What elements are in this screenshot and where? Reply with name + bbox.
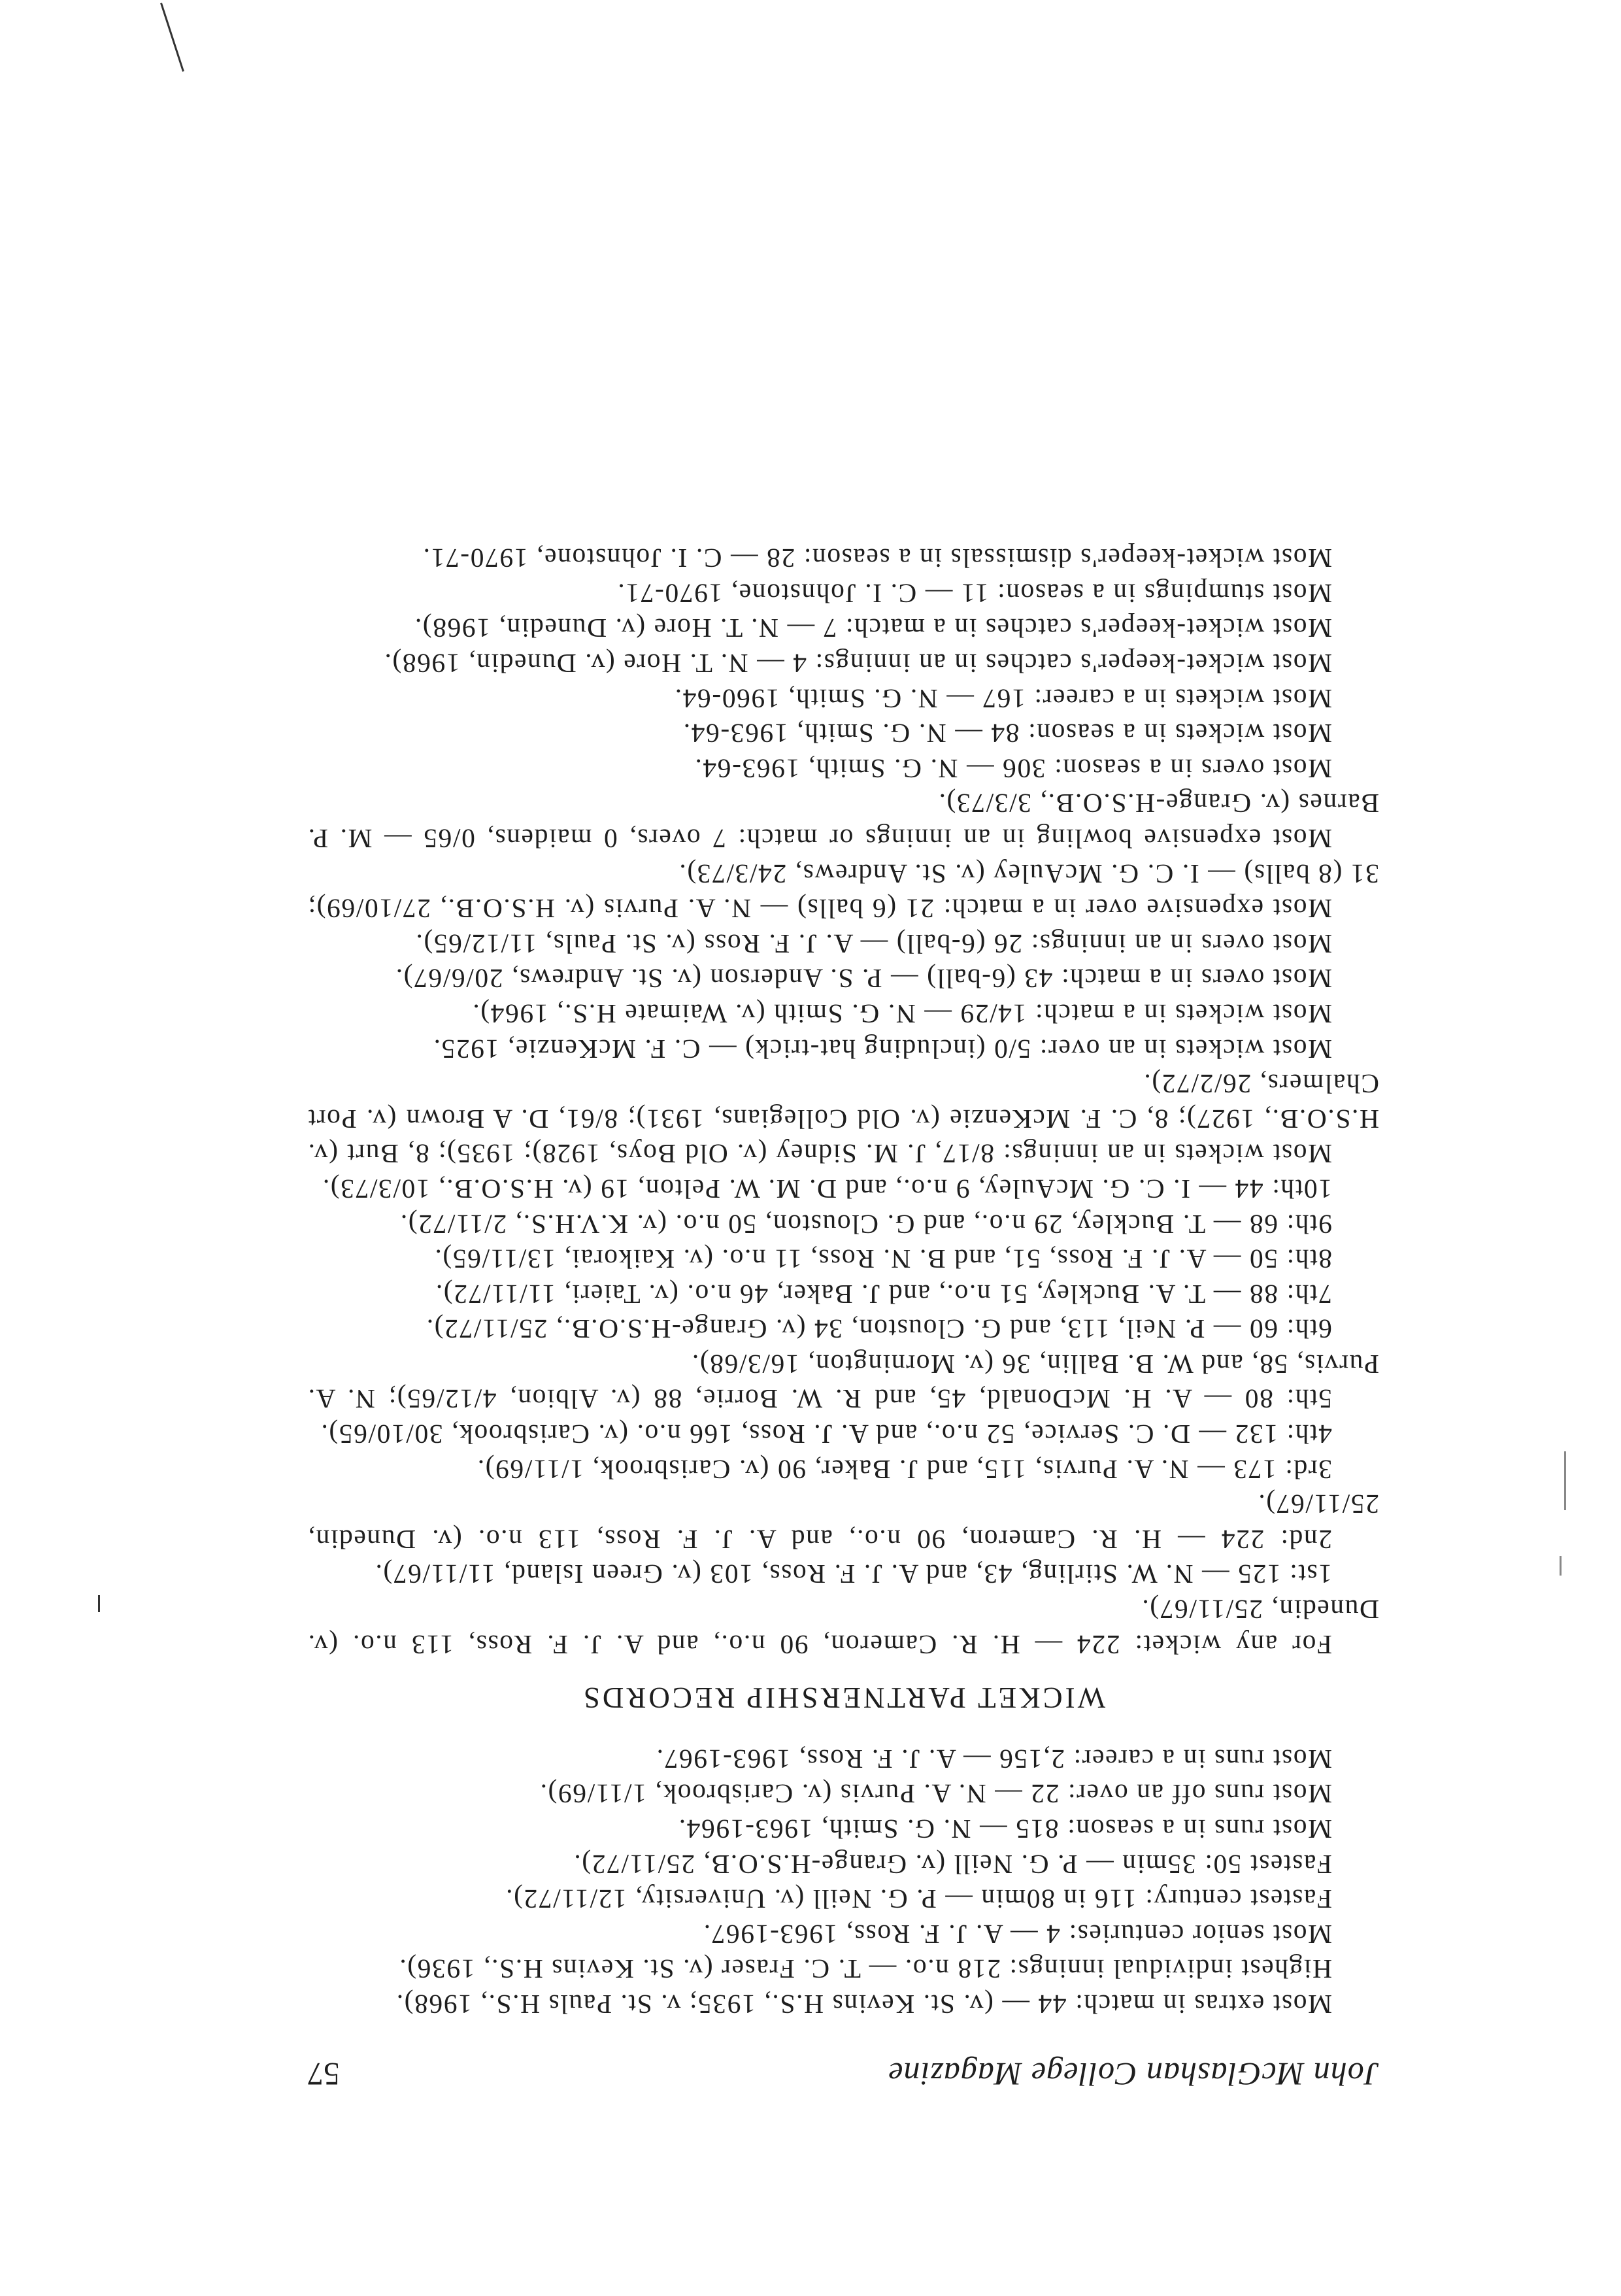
record-stumpings-season: Most stumpings in a season: 11 — C. I. Johnstone, 1970-71.: [616, 578, 1332, 609]
page-header: [307, 2048, 1379, 2100]
record-senior-centuries: Most senior centuries: 4 — A. J. F. Ross, 1963-1967.: [703, 1919, 1332, 1950]
record-keeper-catches-match: Most wicket-keeper's catches in a match: 7 — N. T. Hore (v. Dunedin, 1968).: [414, 613, 1332, 644]
record-wickets-career: Most wickets in a career: 167 — N. G. Smith, 1960-64.: [674, 683, 1332, 714]
partnership-6th: 6th: 60 — P. Neil, 113, and G. Clouston, 34 (v. Grange-H.S.O.B., 25/11/72).: [426, 1314, 1332, 1345]
record-overs-innings: Most overs in an innings: 26 (6-ball) — A. J. F. Ross (v. St. Pauls, 11/12/65).: [414, 928, 1332, 959]
record-highest-innings: Highest individual innings: 218 n.o. — T. C. Fraser (v. St. Kevins H.S., 1936).: [398, 1954, 1332, 1985]
record-wickets-match: Most wickets in a match: 14/29 — N. G. Smith (v. Waimate H.S., 1964).: [471, 998, 1332, 1029]
record-expensive-over: Most expensive over in a match: 21 (6 balls) — N. A. Purvis (v. H.S.O.B., 27/10/69); 31 (8 balls) — I. C. G. McAuley (v. St. Andrews, 24/3/73).: [307, 858, 1379, 924]
record-fastest-50: Fastest 50: 35min — P. G. Neill (v. Grange-H.S.O.B, 25/11/72).: [573, 1849, 1332, 1880]
record-keeper-catches-innings: Most wicket-keeper's catches in an innings: 4 — N. T. Hore (v. Dunedin, 1968).: [383, 649, 1332, 679]
scan-mark-margin-left: [98, 1595, 100, 1612]
record-wickets-season: Most wickets in a season: 84 — N. G. Smith, 1963-64.: [682, 718, 1332, 749]
partnership-1st: 1st: 125 — N. W. Stirling, 43, and A. J. F. Ross, 103 (v. Green Island, 11/11/67).: [374, 1559, 1332, 1590]
record-keeper-dismissals: Most wicket-keeper's dismissals in a season: 28 — C. I. Johnstone, 1970-71.: [422, 543, 1332, 574]
partnership-4th: 4th: 132 — D. C. Service, 52 n.o., and A. J. Ross, 166 n.o. (v. Carisbrook, 30/10/65).: [320, 1419, 1332, 1450]
record-overs-match: Most overs in a match: 43 (6-ball) — P. S. Anderson (v. St. Andrews, 20/6/67).: [395, 964, 1332, 994]
partnership-8th: 8th: 50 — A. J. F. Ross, 51, and B. N. Ross, 11 n.o. (v. Kaikorai, 13/11/65).: [433, 1244, 1332, 1275]
record-extras: Most extras in match: 44 — (v. St. Kevins H.S., 1935; v. St. Pauls H.S., 1968).: [395, 1989, 1332, 2019]
partnership-10th: 10th: 44 — I. C. G. McAuley, 9 n.o., and D. M. W. Pelton, 19 (v. H.S.O.B., 10/3/73).: [322, 1173, 1332, 1204]
record-overs-season: Most overs in a season: 306 — N. G. Smith, 1963-64.: [694, 753, 1332, 784]
magazine-title: John McGlashan College Magazine: [888, 2056, 1379, 2093]
record-runs-over: Most runs off an over: 22 — N. A. Purvis (v. Carisbrook, 1/11/69).: [539, 1779, 1332, 1810]
scan-mark-margin-right: [1564, 1451, 1566, 1510]
partnership-7th: 7th: 88 — T. A. Buckley, 51 n.o., and J. Baker, 46 n.o. (v. Taieri, 11/11/72).: [435, 1279, 1332, 1309]
partnership-9th: 9th: 68 — T. Buckley, 29 n.o., and G. Clouston, 50 n.o. (v. K.V.H.S., 2/11/72).: [399, 1209, 1332, 1240]
scan-mark-margin-right-2: [1560, 1556, 1562, 1576]
partnership-any-wicket: For any wicket: 224 — H. R. Cameron, 90 n.o., and A. J. F. Ross, 113 n.o. (v. Dunedin, 25/11/67).: [307, 1595, 1379, 1660]
record-runs-career: Most runs in a career: 2,156 — A. J. F. Ross, 1963-1967.: [656, 1744, 1332, 1774]
page-number: 57: [307, 2056, 340, 2093]
records-body: [307, 541, 1379, 2021]
section-heading-partnerships: WICKET PARTNERSHIP RECORDS: [580, 1681, 1106, 1715]
partnership-2nd: 2nd: 224 — H. R. Cameron, 90 n.o., and A. J. F. Ross, 113 n.o. (v. Dunedin, 25/11/67).: [307, 1489, 1379, 1555]
partnership-3rd: 3rd: 173 — N. A. Purvis, 115, and J. Baker, 90 (v. Carisbrook, 1/11/69).: [476, 1454, 1332, 1485]
record-runs-season: Most runs in a season: 815 — N. G. Smith, 1963-1964.: [678, 1814, 1332, 1845]
record-fastest-century: Fastest century: 116 in 80min — P. G. Neill (v. University, 12/11/72).: [505, 1884, 1332, 1915]
record-expensive-bowling: Most expensive bowling in an innings or match: 7 overs, 0 maidens, 0/65 — M. P. Barnes (v. Grange-H.S.O.B., 3/3/73).: [307, 788, 1379, 854]
record-wickets-innings: Most wickets in an innings: 8/17, J. M. Sidney (v. Old Boys, 1928); 1935); 8, Burt (v. H.S.O.B., 1927); 8, C. F. McKenzie (v. Old Collegians, 1931); 8/61, D. A Brown (v. Port Chalmers, 26/2/72).: [307, 1069, 1379, 1170]
partnership-5th: 5th: 80 — A. H. McDonald, 45, and R. W. Borrie, 88 (v. Albion, 4/12/65); N. A. Purvis, 58, and W. B. Ballin, 36 (v. Mornington, 16/3/68).: [307, 1349, 1379, 1415]
record-wickets-over: Most wickets in an over: 5/0 (including hat-trick) — C. F. McKenzie, 1925.: [433, 1034, 1332, 1064]
